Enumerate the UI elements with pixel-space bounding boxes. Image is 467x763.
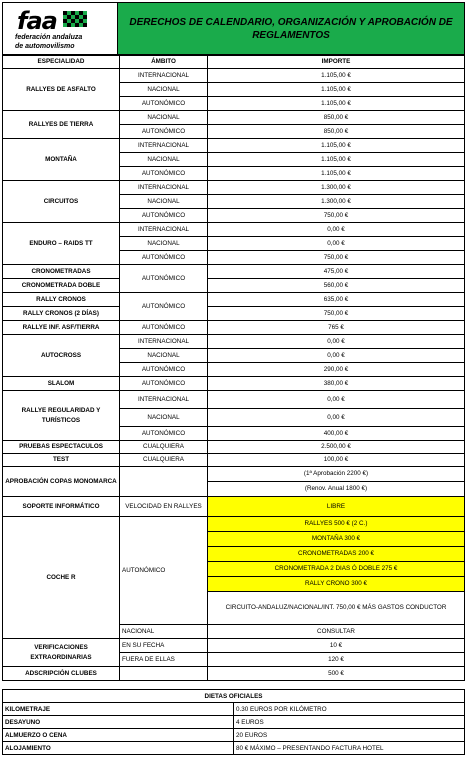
dietas-value: 80 € MÁXIMO – PRESENTANDO FACTURA HOTEL — [234, 742, 465, 755]
ambito-cell: AUTONÓMICO — [120, 125, 208, 139]
ambito-cell — [120, 667, 208, 681]
importe-cell: CONSULTAR — [208, 625, 465, 639]
importe-cell: 1.105,00 € — [208, 69, 465, 83]
importe-cell: 1.105,00 € — [208, 83, 465, 97]
importe-cell: 380,00 € — [208, 377, 465, 391]
importe-cell: 1.105,00 € — [208, 97, 465, 111]
table-row — [3, 307, 465, 321]
title-banner — [118, 3, 464, 54]
dietas-label: ALOJAMIENTO — [3, 742, 234, 755]
dietas-title: DIETAS OFICIALES — [3, 690, 465, 703]
importe-cell: 500 € — [208, 667, 465, 681]
coche-r-line: MONTAÑA 300 € — [208, 532, 465, 547]
table-row — [3, 454, 465, 467]
ambito-cell: AUTONÓMICO — [120, 209, 208, 223]
importe-cell: 1.300,00 € — [208, 181, 465, 195]
importe-cell: 0,00 € — [208, 391, 465, 409]
especialidad-cell: RALLYE REGULARIDAD Y TURÍSTICOS — [3, 391, 120, 441]
especialidad-cell: CIRCUITOS — [3, 181, 120, 223]
dietas-label: DESAYUNO — [3, 716, 234, 729]
table-row — [3, 223, 465, 237]
ambito-cell: AUTONÓMICO — [120, 363, 208, 377]
table-row — [3, 69, 465, 83]
table-row — [3, 391, 465, 409]
importe-cell: (Renov. Anual 1800 €) — [208, 482, 465, 497]
dietas-label: KILOMETRAJE — [3, 703, 234, 716]
table-row — [3, 441, 465, 454]
coche-r-line: RALLY CRONO 300 € — [208, 577, 465, 592]
ambito-cell: CUALQUIERA — [120, 454, 208, 467]
ambito-cell: AUTONÓMICO — [120, 251, 208, 265]
especialidad-cell: ADSCRIPCIÓN CLUBES — [3, 667, 120, 681]
ambito-cell: INTERNACIONAL — [120, 335, 208, 349]
importe-cell: (1ª Aprobación 2200 €) — [208, 467, 465, 482]
importe-cell: 10 € — [208, 639, 465, 653]
importe-cell: 475,00 € — [208, 265, 465, 279]
especialidad-cell: AUTOCROSS — [3, 335, 120, 377]
dietas-row — [3, 729, 465, 742]
especialidad-cell: RALLYES DE ASFALTO — [3, 69, 120, 111]
ambito-cell: NACIONAL — [120, 625, 208, 639]
ambito-cell: NACIONAL — [120, 409, 208, 427]
importe-cell: 120 € — [208, 653, 465, 667]
header-importe: IMPORTE — [208, 56, 465, 69]
dietas-row — [3, 742, 465, 755]
ambito-cell: NACIONAL — [120, 195, 208, 209]
table-row — [3, 293, 465, 307]
ambito-cell: INTERNACIONAL — [120, 181, 208, 195]
importe-cell: 100,00 € — [208, 454, 465, 467]
ambito-cell: AUTONÓMICO — [120, 377, 208, 391]
ambito-cell: NACIONAL — [120, 237, 208, 251]
table-row — [3, 321, 465, 335]
importe-cell: 1.300,00 € — [208, 195, 465, 209]
importe-cell: 1.105,00 € — [208, 153, 465, 167]
dietas-label: ALMUERZO O CENA — [3, 729, 234, 742]
especialidad-cell: MONTAÑA — [3, 139, 120, 181]
logo-line-2: de automovilismo — [15, 43, 75, 50]
ambito-cell: AUTONÓMICO — [120, 97, 208, 111]
ambito-cell: NACIONAL — [120, 111, 208, 125]
especialidad-cell: APROBACIÓN COPAS MONOMARCA — [3, 467, 120, 497]
table-row — [3, 377, 465, 391]
header-ambito: ÁMBITO — [120, 56, 208, 69]
document-header — [2, 2, 465, 55]
fees-table — [2, 55, 465, 681]
faa-logo — [3, 3, 118, 54]
especialidad-cell: VERIFICACIONES EXTRAORDINARIAS — [3, 639, 120, 667]
table-row — [3, 265, 465, 279]
ambito-cell — [120, 467, 208, 497]
ambito-cell: INTERNACIONAL — [120, 391, 208, 409]
table-row — [3, 111, 465, 125]
importe-cell: 1.105,00 € — [208, 139, 465, 153]
checkered-flag-icon — [63, 11, 87, 27]
importe-cell: 0,00 € — [208, 223, 465, 237]
importe-cell: 0,00 € — [208, 237, 465, 251]
especialidad-cell: RALLY CRONOS — [3, 293, 120, 307]
dietas-table — [2, 689, 465, 755]
importe-cell-highlighted: LIBRE — [208, 497, 465, 517]
page-title: DERECHOS DE CALENDARIO, ORGANIZACIÓN Y APROBACIÓN DE REGLAMENTOS — [129, 16, 453, 41]
especialidad-cell: RALLYE INF. ASF/TIERRA — [3, 321, 120, 335]
especialidad-cell: ENDURO – RAIDS TT — [3, 223, 120, 265]
coche-r-line: CRONOMETRADAS 200 € — [208, 547, 465, 562]
ambito-cell: AUTONÓMICO — [120, 517, 208, 625]
especialidad-cell: RALLYES DE TIERRA — [3, 111, 120, 139]
ambito-cell: INTERNACIONAL — [120, 223, 208, 237]
header-especialidad: ESPECIALIDAD — [3, 56, 120, 69]
importe-cell: 560,00 € — [208, 279, 465, 293]
ambito-cell: AUTONÓMICO — [120, 167, 208, 181]
ambito-cell: NACIONAL — [120, 153, 208, 167]
ambito-cell: CUALQUIERA — [120, 441, 208, 454]
importe-cell: 1.105,00 € — [208, 167, 465, 181]
table-row — [3, 279, 465, 293]
importe-cell: 2.500,00 € — [208, 441, 465, 454]
especialidad-cell: RALLY CRONOS (2 DÍAS) — [3, 307, 120, 321]
importe-cell: 750,00 € — [208, 307, 465, 321]
logo-letters: faa — [17, 7, 57, 35]
ambito-cell: FUERA DE ELLAS — [120, 653, 208, 667]
importe-cell: 850,00 € — [208, 111, 465, 125]
dietas-row — [3, 703, 465, 716]
table-row — [3, 467, 465, 482]
dietas-row — [3, 716, 465, 729]
ambito-cell: AUTONÓMICO — [120, 427, 208, 441]
table-row — [3, 639, 465, 653]
logo-line-1: federación andaluza — [15, 34, 83, 41]
table-row — [3, 139, 465, 153]
coche-r-line: CRONOMETRADA 2 DIAS Ó DOBLE 275 € — [208, 562, 465, 577]
importe-cell: 290,00 € — [208, 363, 465, 377]
ambito-cell: AUTONÓMICO — [120, 265, 208, 293]
importe-cell: 0,00 € — [208, 349, 465, 363]
especialidad-cell: CRONOMETRADA DOBLE — [3, 279, 120, 293]
table-row — [3, 181, 465, 195]
ambito-cell: INTERNACIONAL — [120, 139, 208, 153]
ambito-cell: EN SU FECHA — [120, 639, 208, 653]
importe-cell: 765 € — [208, 321, 465, 335]
especialidad-cell: CRONOMETRADAS — [3, 265, 120, 279]
especialidad-cell: PRUEBAS ESPECTACULOS — [3, 441, 120, 454]
dietas-value: 0.30 EUROS POR KILÓMETRO — [234, 703, 465, 716]
ambito-cell: INTERNACIONAL — [120, 69, 208, 83]
importe-cell: 0,00 € — [208, 335, 465, 349]
especialidad-cell: TEST — [3, 454, 120, 467]
importe-cell: 635,00 € — [208, 293, 465, 307]
ambito-cell: VELOCIDAD EN RALLYES — [120, 497, 208, 517]
coche-r-line: RALLYES 500 € (2 C.) — [208, 517, 465, 532]
table-row — [3, 335, 465, 349]
ambito-cell: AUTONÓMICO — [120, 293, 208, 321]
ambito-cell: NACIONAL — [120, 83, 208, 97]
table-header-row — [3, 56, 465, 69]
table-row — [3, 497, 465, 517]
especialidad-cell: COCHE R — [3, 517, 120, 639]
importe-cell: 750,00 € — [208, 251, 465, 265]
dietas-value: 4 EUROS — [234, 716, 465, 729]
dietas-value: 20 EUROS — [234, 729, 465, 742]
ambito-cell: NACIONAL — [120, 349, 208, 363]
table-row — [3, 667, 465, 681]
dietas-header-row — [3, 690, 465, 703]
importe-cell: 750,00 € — [208, 209, 465, 223]
coche-r-circuito: CIRCUITO-ANDALUZ/NACIONAL/INT. 750,00 € MÁS GASTOS CONDUCTOR — [208, 592, 465, 625]
importe-cell: 0,00 € — [208, 409, 465, 427]
table-row — [3, 517, 465, 532]
ambito-cell: AUTONÓMICO — [120, 321, 208, 335]
especialidad-cell: SLALOM — [3, 377, 120, 391]
importe-cell: 850,00 € — [208, 125, 465, 139]
especialidad-cell: SOPORTE INFORMÁTICO — [3, 497, 120, 517]
importe-cell: 400,00 € — [208, 427, 465, 441]
